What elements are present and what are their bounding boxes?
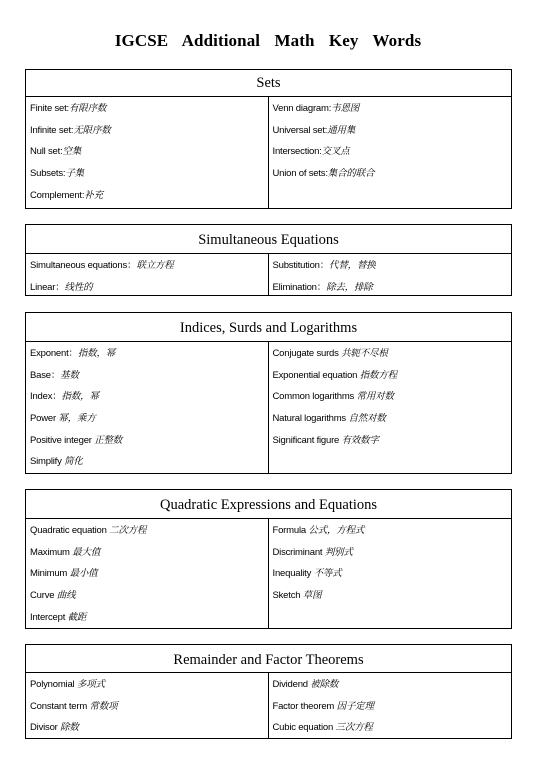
- section-header: Simultaneous Equations: [26, 225, 511, 254]
- terms-column-left: [26, 342, 269, 473]
- term-entry: Universal set:通用集: [272, 124, 356, 136]
- section-header: Quadratic Expressions and Equations: [26, 490, 511, 519]
- term-entry: Finite set:有限序数: [30, 103, 107, 114]
- term-entry: Infinite set:无限序数: [30, 124, 111, 136]
- terms-column-left: [26, 673, 269, 738]
- terms-column-left: [26, 519, 269, 628]
- term-entry: Union of sets:集合的联合: [272, 168, 375, 180]
- terms-column-right: [269, 673, 512, 738]
- section-indices-surds-logarithms: [25, 312, 512, 474]
- section-remainder-factor-theorems: [25, 644, 512, 739]
- term-entry: Substitution：代替，替换: [272, 260, 376, 271]
- term-entry: Cubic equation 三次方程: [272, 722, 373, 734]
- term-entry: Intersection:交叉点: [272, 146, 350, 158]
- term-entry: Significant figure 有效数字: [272, 434, 379, 446]
- term-entry: Sketch 草图: [272, 590, 322, 602]
- term-entry: Common logarithms 常用对数: [272, 391, 394, 403]
- term-entry: Minimum 最小值: [30, 568, 98, 580]
- term-entry: Inequality 不等式: [272, 568, 342, 580]
- terms-column-right: [269, 342, 512, 473]
- term-entry: Maximum 最大值: [30, 546, 101, 558]
- term-entry: Power 幂，乘方: [30, 413, 96, 425]
- term-entry: Subsets:子集: [30, 168, 84, 180]
- term-entry: Venn diagram:韦恩图: [272, 103, 360, 114]
- term-entry: Factor theorem 因子定理: [272, 700, 374, 712]
- term-entry: Base：基数: [30, 369, 79, 381]
- term-entry: Index：指数，幂: [30, 391, 99, 403]
- term-entry: Divisor 除数: [30, 722, 79, 734]
- term-entry: Null set:空集: [30, 146, 82, 158]
- term-entry: Exponential equation 指数方程: [272, 369, 397, 381]
- term-entry: Dividend 被除数: [272, 679, 339, 690]
- term-entry: Curve 曲线: [30, 590, 76, 602]
- section-header: Sets: [26, 70, 511, 97]
- term-entry: Constant term 常数项: [30, 700, 118, 712]
- term-entry: Exponent：指数，幂: [30, 348, 116, 359]
- term-entry: Elimination：除去，排除: [272, 281, 373, 293]
- section-header: Indices, Surds and Logarithms: [26, 313, 511, 342]
- section-sets: [25, 69, 512, 209]
- term-entry: Conjugate surds 共轭不尽根: [272, 348, 388, 359]
- term-entry: Natural logarithms 自然对数: [272, 413, 386, 425]
- terms-column-left: [26, 254, 269, 295]
- term-entry: Formula 公式，方程式: [272, 525, 365, 536]
- terms-column-right: [269, 254, 512, 295]
- term-entry: Intercept 截距: [30, 611, 87, 623]
- term-entry: Simultaneous equations：联立方程: [30, 260, 174, 271]
- terms-column-right: [269, 519, 512, 628]
- section-quadratic-expressions-equations: [25, 489, 512, 629]
- term-entry: Positive integer 正整数: [30, 434, 123, 446]
- terms-column-left: [26, 97, 269, 208]
- term-entry: Simplify 简化: [30, 456, 83, 468]
- term-entry: Polynomial 多项式: [30, 679, 105, 690]
- term-entry: Complement:补充: [30, 189, 103, 201]
- terms-column-right: [269, 97, 512, 208]
- section-header: Remainder and Factor Theorems: [26, 645, 511, 673]
- term-entry: Quadratic equation 二次方程: [30, 525, 147, 536]
- page-title: IGCSE Additional Math Key Words: [114, 31, 422, 50]
- term-entry: Discriminant 判别式: [272, 546, 353, 558]
- term-entry: Linear：线性的: [30, 281, 93, 293]
- section-simultaneous-equations: [25, 224, 512, 296]
